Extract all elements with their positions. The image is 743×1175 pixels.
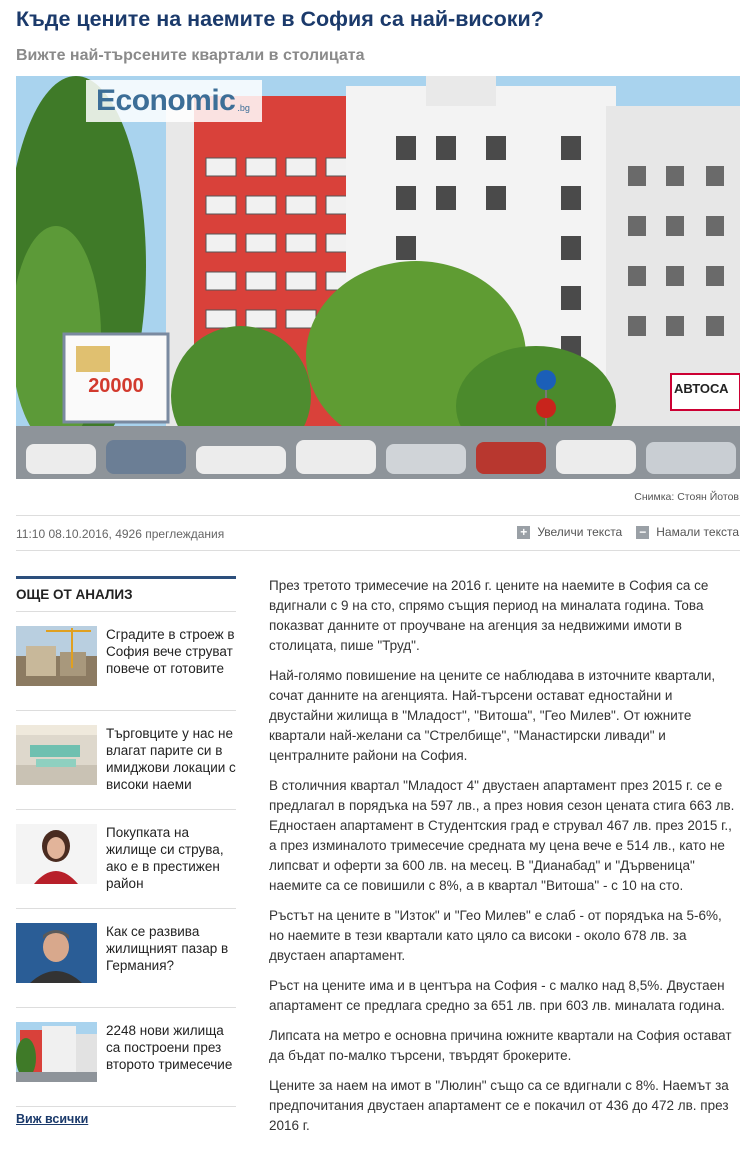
minus-icon: − [636,526,649,539]
photo-caption: Снимка: Стоян Йотов [634,491,739,503]
article-paragraph: Цените за наем на имот в "Люлин" също са се вдигнали с 8%. Наемът за предпочитания двустаен апартамент се е покачил от 436 до 472 лв. през 2016 г. [269,1078,729,1133]
article-paragraph: Ръстът на цените в "Изток" и "Гео Милев" е слаб - от порядъка на 5-6%, но наемите в тези квартали като цяло са високи - около 678 лв. за двустаен апартамент. [269,908,722,963]
related-article-item[interactable] [16,612,236,711]
related-articles-sidebar [16,576,236,1107]
billboard-text: 20000 [88,375,144,397]
woman-portrait-thumbnail [16,824,97,884]
sidebar-title: ОЩЕ ОТ АНАЛИЗ [16,579,236,612]
related-article-item[interactable] [16,711,236,810]
mall-thumbnail [16,725,97,785]
divider [16,550,740,551]
decrease-text-button[interactable]: − Намали текста [636,525,739,539]
economic-logo: Economic .bg [86,80,262,122]
related-article-title: Как се развива жилищният пазар в Германия? [106,924,229,973]
man-portrait-thumbnail [16,923,97,983]
related-article-item[interactable] [16,810,236,909]
text-size-tools [517,525,739,539]
article-body [269,576,740,1146]
related-article-title: 2248 нови жилища са построени през второто тримесечие [106,1023,233,1072]
related-article-item[interactable] [16,909,236,1008]
article-paragraph: Най-голямо повишение на цените се наблюдава в източните квартали, сочат данните на агенцията. Най-търсени остават едностайни и двустайни жилища в "Младост", "Витоша", "Гео Милев". От южните квартали най-желани са "Стрелбище", "Манастирски ливади" и централните райони на София. [269,668,716,763]
article-paragraph: През третото тримесечие на 2016 г. цените на наемите в София са се вдигнали с 9 на сто, спрямо същия период на миналата година. Това показват данните от проучване на агенция за недвижими имоти в столицата, пише "Труд". [269,578,709,653]
related-article-item[interactable] [16,1008,236,1107]
construction-thumbnail [16,626,97,686]
shop-sign-text: АВТОСА [674,381,729,396]
see-all-link[interactable]: Виж всички [16,1112,89,1126]
increase-text-button[interactable]: + Увеличи текста [517,525,622,539]
article-hero-image [16,76,740,479]
article-title: Къде цените на наемите в София са най-високи? [16,7,544,31]
article-paragraph: В столичния квартал "Младост 4" двустаен апартамент през 2015 г. се е предлагал в порядъка на 597 лв., а през новия сезон цената стига 663 лв. Едностаен апартамент в Студентския град е струвал 467 лв. през 2015 г., а през изминалото тримесечие средната му цена вече е 514 лв., като не липсват и оферти за 600 лв. на месец. В "Дианабад" и "Дървеница" наемите са се повишили с 8%, а в квартал "Витоша" - с 10 на сто. [269,778,735,893]
plus-icon: + [517,526,530,539]
related-article-title: Търговците у нас не влагат парите си в имиджови локации с високи наеми [106,726,236,792]
related-article-title: Покупката на жилище си струва, ако е в престижен район [106,825,224,891]
article-subtitle: Вижте най-търсените квартали в столицата [16,47,365,64]
divider [16,515,740,516]
city-buildings-photo [16,76,740,479]
article-paragraph: Липсата на метро е основна причина южните квартали на София остават да бъдат по-малко търсени, твърдят брокерите. [269,1028,732,1063]
buildings-thumbnail [16,1022,97,1082]
article-paragraph: Ръст на цените има и в центъра на София - с малко над 8,5%. Двустаен апартамент се предлага средно за 651 лв. при 603 лв. миналата година. [269,978,725,1013]
article-meta: 11:10 08.10.2016, 4926 преглеждания [16,527,225,541]
related-article-title: Сградите в строеж в София вече струват повече от готовите [106,627,235,676]
